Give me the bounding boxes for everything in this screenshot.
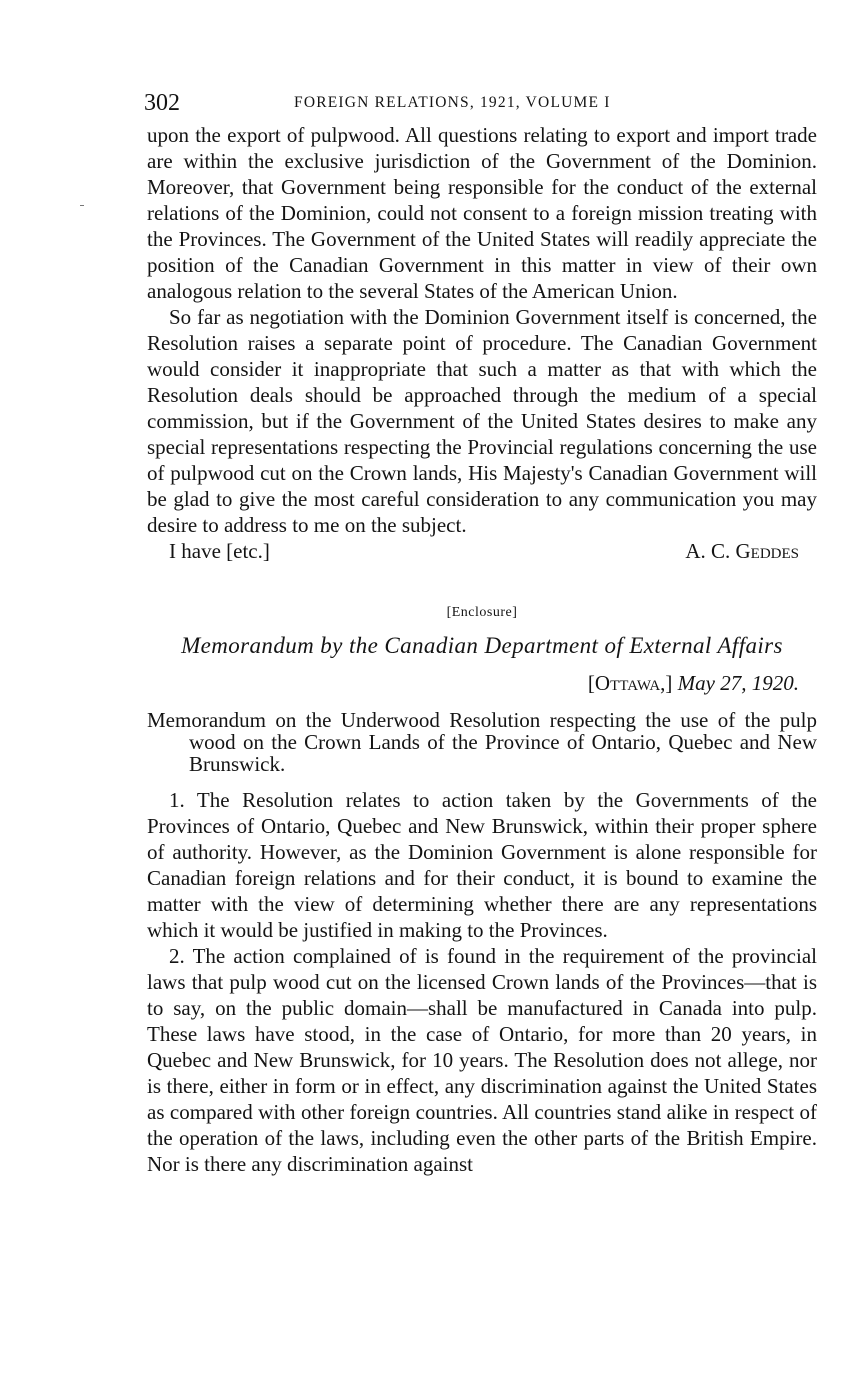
letter-paragraph: So far as negotiation with the Dominion Government itself is concerned, the Resolution raises a separate point of procedure. The Canadian Government would consider it inappropriate that such a matter as that with which the Resolution deals should be approached through the medium of a special commission, but if the Government of the United States desires to make any special representations respecting the Provincial regulations concerning the use of pulpwood cut on the Crown lands, His Majesty's Canadian Government will be glad to give the most careful consideration to any communication you may desire to address to me on the subject. [147, 305, 817, 537]
page-number: 302 [144, 90, 180, 116]
memorandum-subject: Memorandum on the Underwood Resolution respecting the use of the pulp wood on the Crown Lands of the Province of Ontario, Quebec and New Brunswick. [147, 708, 817, 776]
closing-phrase: I have [etc.] [169, 539, 270, 563]
memorandum-point: 1. The Resolution relates to action taken by the Governments of the Provinces of Ontario, Quebec and New Brunswick, within their proper sphere of authority. However, as the Dominion Government is alone responsible for Canadian foreign relations and for their conduct, it is bound to examine the matter with the view of determining whether there are any representations which it would be justified in making to the Provinces. [147, 788, 817, 942]
page-header [144, 88, 817, 122]
signature: A. C. Geddes [685, 539, 799, 563]
dateline-date: May 27, 1920. [677, 671, 799, 695]
letter-paragraph: upon the export of pulpwood. All questions relating to export and import trade are within the exclusive jurisdiction of the Government of the Dominion. Moreover, that Government being responsible for the conduct of the external relations of the Dominion, could not consent to a foreign mission treating with the Provinces. The Government of the United States will readily appreciate the position of the Canadian Government in this matter in view of their own analogous relation to the several States of the American Union. [147, 123, 817, 303]
memorandum-point: 2. The action complained of is found in the requirement of the provincial laws that pulp wood cut on the licensed Crown lands of the Provinces—that is to say, on the public domain—shall be manufactured in Canada into pulp. These laws have stood, in the case of Ontario, for more than 20 years, in Quebec and New Brunswick, for 10 years. The Resolution does not allege, nor is there, either in form or in effect, any discrimination against the United States as compared with other foreign countries. All countries stand alike in respect of the operation of the laws, including even the other parts of the British Empire. Nor is there any discrimination against [147, 944, 817, 1176]
enclosure-label: [Enclosure] [446, 605, 518, 620]
dateline [147, 671, 817, 701]
document-page [144, 88, 817, 1177]
running-head: FOREIGN RELATIONS, 1921, VOLUME I [294, 94, 611, 111]
dateline-place: [Ottawa,] [587, 671, 673, 695]
letter-closing [147, 538, 817, 565]
memorandum-title: Memorandum by the Canadian Department of External Affairs [181, 633, 783, 658]
stray-mark [80, 205, 84, 206]
